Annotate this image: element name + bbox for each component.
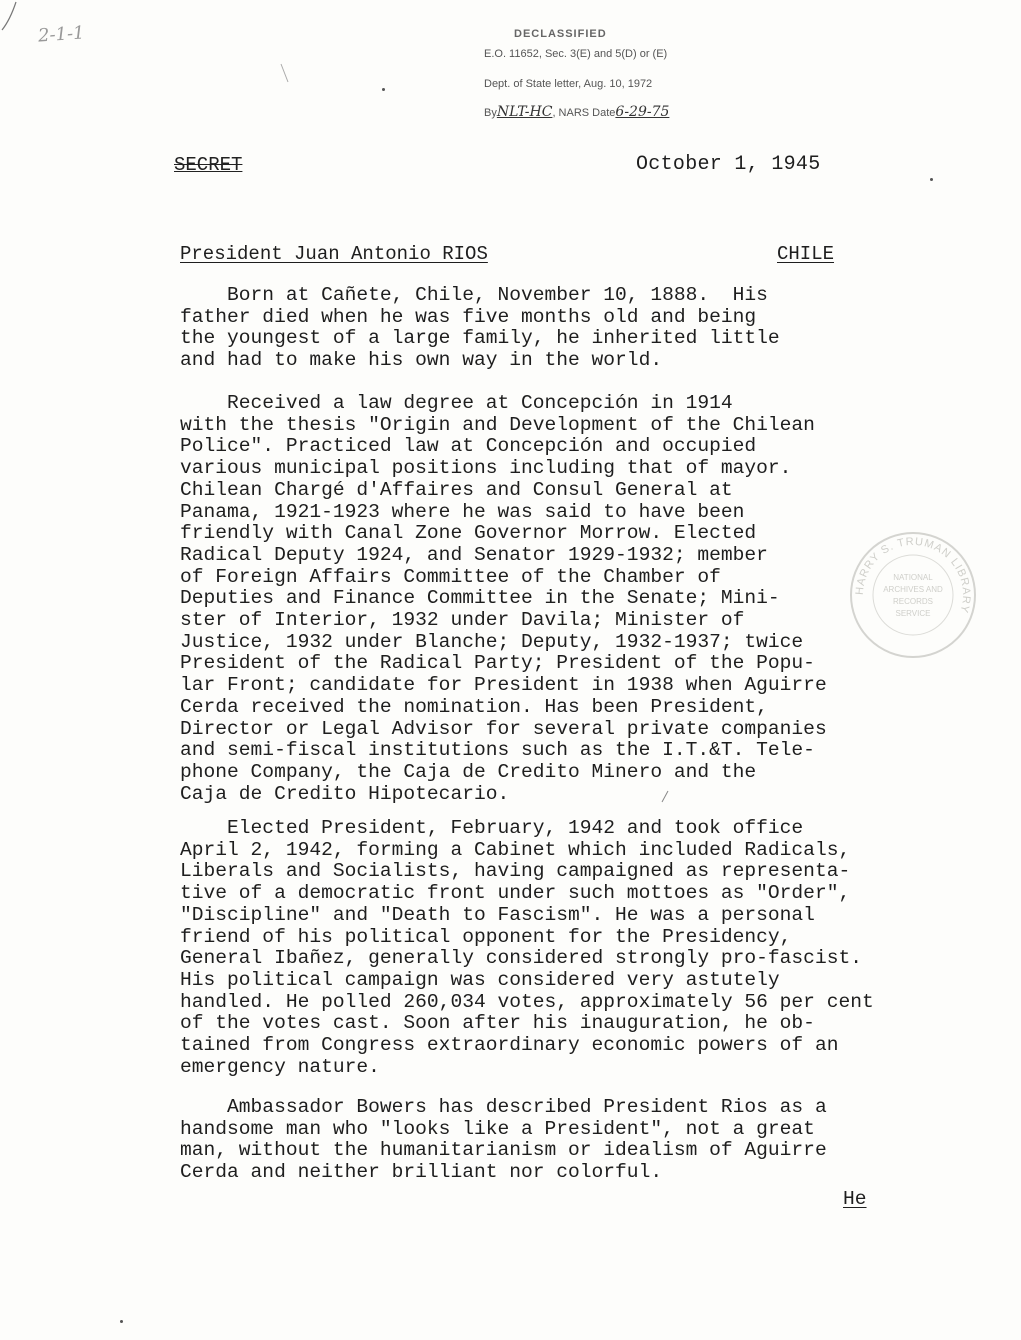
text-line: General Ibañez, generally considered strongly pro-fascist. xyxy=(180,947,862,970)
seal-ring-text: HARRY S. TRUMAN LIBRARY xyxy=(853,535,973,615)
text-line: and semi-fiscal institutions such as the I.T.&T. Tele- xyxy=(180,739,815,762)
text-line: Panama, 1921-1923 where he was said to have been xyxy=(180,500,745,523)
text-line: Caja de Credito Hipotecario. xyxy=(180,782,510,805)
text-line: with the thesis "Origin and Development of the Chilean xyxy=(180,413,815,436)
seal-center-line-2: ARCHIVES AND xyxy=(883,585,943,594)
text-line: Cerda received the nomination. Has been President, xyxy=(180,695,768,718)
text-line: Cerda and neither brilliant nor colorful. xyxy=(180,1161,663,1184)
seal-center-line-3: RECORDS xyxy=(892,597,934,606)
catchword: He xyxy=(843,1188,867,1210)
library-seal xyxy=(846,528,980,662)
text-line: April 2, 1942, forming a Cabinet which included Radicals, xyxy=(180,838,851,861)
text-line: handled. He polled 260,034 votes, approximately 56 per cent xyxy=(180,990,874,1013)
declassified-authority-line: E.O. 11652, Sec. 3(E) and 5(D) or (E) xyxy=(484,48,668,60)
text-line: Radical Deputy 1924, and Senator 1929-1932; member xyxy=(180,543,768,566)
margin-scribble: 2-1-1 xyxy=(37,22,86,47)
declassified-letter-line: Dept. of State letter, Aug. 10, 1972 xyxy=(484,78,653,90)
text-line: various municipal positions including that of mayor. xyxy=(180,457,792,480)
nars-date-label: , NARS Date xyxy=(552,107,616,119)
text-line: phone Company, the Caja de Credito Minero and the xyxy=(180,760,757,783)
subject-heading: President Juan Antonio RIOS xyxy=(180,243,488,265)
text-line: friendly with Canal Zone Governor Morrow. Elected xyxy=(180,522,757,545)
reviewer-signature: NLT-HC xyxy=(496,104,553,120)
text-line: Received a law degree at Concepción in 1914 xyxy=(180,392,733,414)
seal-center-line-1: NATIONAL xyxy=(893,573,933,582)
country-heading: CHILE xyxy=(777,243,835,265)
text-line: Liberals and Socialists, having campaigned as representa- xyxy=(180,860,851,883)
text-line: of Foreign Affairs Committee of the Chamber of xyxy=(180,565,721,588)
dust-speck xyxy=(120,1320,123,1323)
text-line: and had to make his own way in the world. xyxy=(180,349,663,372)
text-line: Police". Practiced law at Concepción and occupied xyxy=(180,435,757,458)
text-line: Chilean Chargé d'Affaires and Consul General at xyxy=(180,478,733,501)
text-line: Director or Legal Advisor for several private companies xyxy=(180,717,827,740)
corner-pencil-mark xyxy=(0,0,40,40)
text-line: friend of his political opponent for the Presidency, xyxy=(180,925,792,948)
text-line: handsome man who "looks like a President", not a great xyxy=(180,1117,815,1140)
declassified-stamp-heading: DECLASSIFIED xyxy=(514,28,607,40)
classification-marking: SECRET xyxy=(174,154,243,176)
text-line: emergency nature. xyxy=(180,1055,380,1078)
text-line: ster of Interior, 1932 under Davila; Minister of xyxy=(180,609,745,632)
paragraph-birth xyxy=(180,285,980,372)
text-line: President of the Radical Party; President of the Popu- xyxy=(180,652,815,675)
pencil-stroke xyxy=(660,790,670,804)
document-date: October 1, 1945 xyxy=(636,153,821,176)
text-line: the youngest of a large family, he inherited little xyxy=(180,327,780,350)
text-line: Justice, 1932 under Blanche; Deputy, 1932-1937; twice xyxy=(180,630,804,653)
pencil-tick xyxy=(278,62,292,84)
dust-speck xyxy=(382,88,385,91)
text-line: tained from Congress extraordinary economic powers of an xyxy=(180,1034,839,1057)
declassification-date: 6-29-75 xyxy=(615,104,670,120)
text-line: of the votes cast. Soon after his inauguration, he ob- xyxy=(180,1012,815,1035)
by-label: By xyxy=(484,107,497,119)
paragraph-ambassador-assessment xyxy=(180,1097,980,1184)
text-line: father died when he was five months old and being xyxy=(180,305,757,328)
declassified-signature-line xyxy=(484,104,669,120)
text-line: Deputies and Finance Committee in the Senate; Mini- xyxy=(180,587,780,610)
seal-center-line-4: SERVICE xyxy=(895,609,931,618)
dust-speck xyxy=(930,178,933,181)
text-line: Ambassador Bowers has described President Rios as a xyxy=(180,1096,827,1118)
paragraph-presidency xyxy=(180,818,980,1078)
text-line: man, without the humanitarianism or idealism of Aguirre xyxy=(180,1139,827,1162)
text-line: "Discipline" and "Death to Fascism". He was a personal xyxy=(180,903,815,926)
text-line: lar Front; candidate for President in 1938 when Aguirre xyxy=(180,674,827,697)
text-line: Elected President, February, 1942 and took office xyxy=(180,817,804,839)
text-line: Born at Cañete, Chile, November 10, 1888. His xyxy=(180,284,768,306)
text-line: His political campaign was considered very astutely xyxy=(180,968,780,991)
text-line: tive of a democratic front under such mottoes as "Order", xyxy=(180,882,851,905)
